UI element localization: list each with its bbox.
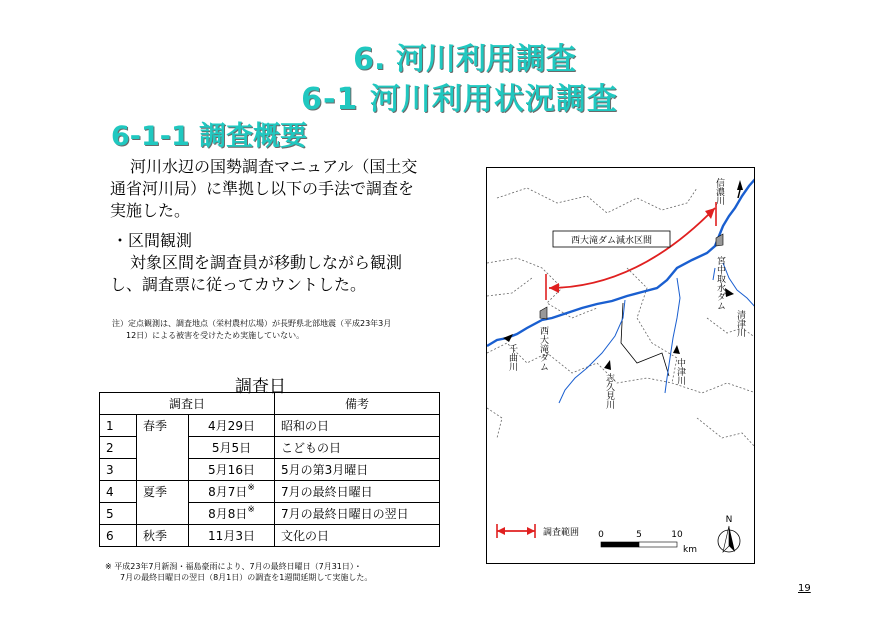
page-title: 6. 河川利用調査 [353, 42, 576, 77]
row-date-text: 5月5日 [211, 441, 252, 455]
row-season [137, 503, 189, 525]
method-line-1: 対象区間を調査員が移動しながら観測 [130, 253, 403, 272]
row-number: 2 [100, 437, 137, 459]
row-note: こどもの日 [275, 437, 440, 459]
boundary-line [487, 343, 755, 393]
north-label: N [725, 515, 733, 525]
river-label-chikuma: 千曲川 [507, 344, 517, 371]
row-date-text: 8月7日 [208, 485, 248, 499]
row-date-text: 4月29日 [208, 419, 255, 433]
scale-bar-black [601, 542, 639, 547]
table-row [100, 481, 440, 503]
north-arrow [718, 515, 740, 552]
tributary-kiyotsu [723, 263, 755, 308]
range-label: 西大滝ダム減水区間 [570, 236, 653, 246]
boundary-line [487, 408, 502, 438]
table-row [100, 525, 440, 547]
method-line-2: し、調査票に従ってカウントした。 [110, 275, 367, 294]
row-number: 4 [100, 481, 137, 503]
table-title: 調査日 [235, 377, 286, 397]
note-line-2: 12日）による被害を受けたため実施していない。 [126, 331, 305, 340]
river-label-shikumi: 志久見川 [604, 373, 614, 409]
boundary-line [697, 418, 755, 448]
subsection-title: 6-1 河川利用状況調査 [301, 82, 618, 117]
map-svg [487, 168, 755, 564]
river-label-nakatsu: 中津川 [675, 358, 685, 385]
section-heading: 6-1-1 調査概要 [111, 121, 308, 152]
table-header-row [100, 393, 440, 415]
legend-label: 調査範囲 [543, 528, 580, 538]
row-date [189, 415, 275, 437]
scale-tick-0: 0 [598, 530, 604, 540]
row-note: 5月の第3月曜日 [275, 459, 440, 481]
row-date-text: 8月8日 [208, 507, 248, 521]
dam-label-nishi-otaki: 西大滝ダム [538, 326, 548, 371]
survey-date-table [99, 392, 440, 547]
dam-icon [716, 234, 723, 246]
row-season: 夏季 [137, 481, 189, 503]
flow-arrow-icon [604, 360, 611, 370]
row-date [189, 525, 275, 547]
flow-arrow-line [738, 190, 740, 198]
dam-label-miyanaka: 宮中取水ダム [715, 256, 725, 310]
survey-map [486, 167, 755, 564]
row-note: 文化の日 [275, 525, 440, 547]
row-date-text: 5月16日 [208, 463, 255, 477]
header-date: 調査日 [100, 393, 275, 415]
boundary-line [497, 188, 697, 213]
legend-arrowhead [527, 527, 535, 535]
row-note: 昭和の日 [275, 415, 440, 437]
north-arrow-icon [723, 526, 729, 552]
row-number: 5 [100, 503, 137, 525]
row-number: 1 [100, 415, 137, 437]
intro-line-3: 実施した。 [110, 201, 191, 220]
boundary-line [487, 278, 532, 296]
boundary-solid-line [621, 303, 669, 376]
row-season: 春季 [137, 415, 189, 437]
legend-arrowhead [497, 527, 505, 535]
river-label-shinano: 信濃川 [714, 178, 724, 205]
row-date-text: 11月3日 [208, 529, 255, 543]
header-note: 備考 [275, 393, 440, 415]
range-arc [549, 208, 715, 288]
row-season [137, 459, 189, 481]
flow-arrow-icon [673, 345, 680, 354]
table-row [100, 437, 440, 459]
row-season: 秋季 [137, 525, 189, 547]
range-arrowhead-left [549, 283, 559, 293]
scale-tick-10: 10 [671, 530, 683, 540]
row-note: 7月の最終日曜日 [275, 481, 440, 503]
row-number: 6 [100, 525, 137, 547]
method-bullet: ・区間観測 [112, 231, 193, 250]
scale-bar [598, 530, 697, 555]
row-number: 3 [100, 459, 137, 481]
row-date [189, 481, 275, 503]
row-date [189, 503, 275, 525]
survey-range-arrow [546, 202, 716, 300]
table-row [100, 459, 440, 481]
dam-icon [540, 307, 547, 319]
row-note: 7月の最終日曜日の翌日 [275, 503, 440, 525]
boundary-lines [487, 188, 755, 448]
scale-tick-5: 5 [636, 530, 642, 540]
scale-unit: km [683, 545, 697, 555]
flow-arrow-icon [503, 334, 513, 342]
row-date [189, 459, 275, 481]
scale-bar-white [639, 542, 677, 547]
intro-line-1: 河川水辺の国勢調査マニュアル（国土交 [130, 157, 418, 176]
flow-arrow-icon [737, 180, 743, 190]
tributary-shikumi [559, 300, 625, 403]
map-legend [497, 524, 579, 538]
row-date [189, 437, 275, 459]
page-number: 19 [798, 583, 811, 594]
boundary-line [627, 268, 677, 383]
table-row [100, 503, 440, 525]
row-season [137, 437, 189, 459]
footnote-line-1: ※ 平成23年7月新潟・福島豪雨により、7月の最終日曜日（7月31日）・ [105, 562, 362, 571]
footnote-line-2: 7月の最終日曜日の翌日（8月1日）の調査を1週間延期して実施した。 [120, 573, 373, 582]
intro-line-2: 通省河川局）に準拠し以下の手法で調査を [110, 179, 415, 198]
row-date-mark: ※ [247, 483, 255, 493]
boundary-line [707, 318, 755, 338]
river-label-kiyotsu: 清津川 [735, 310, 745, 337]
row-date-mark: ※ [247, 505, 255, 515]
note-line-1: 注）定点観測は、調査地点（栄村農村広場）が長野県北部地震（平成23年3月 [112, 319, 392, 328]
table-row [100, 415, 440, 437]
flow-arrow-icon [725, 288, 734, 297]
